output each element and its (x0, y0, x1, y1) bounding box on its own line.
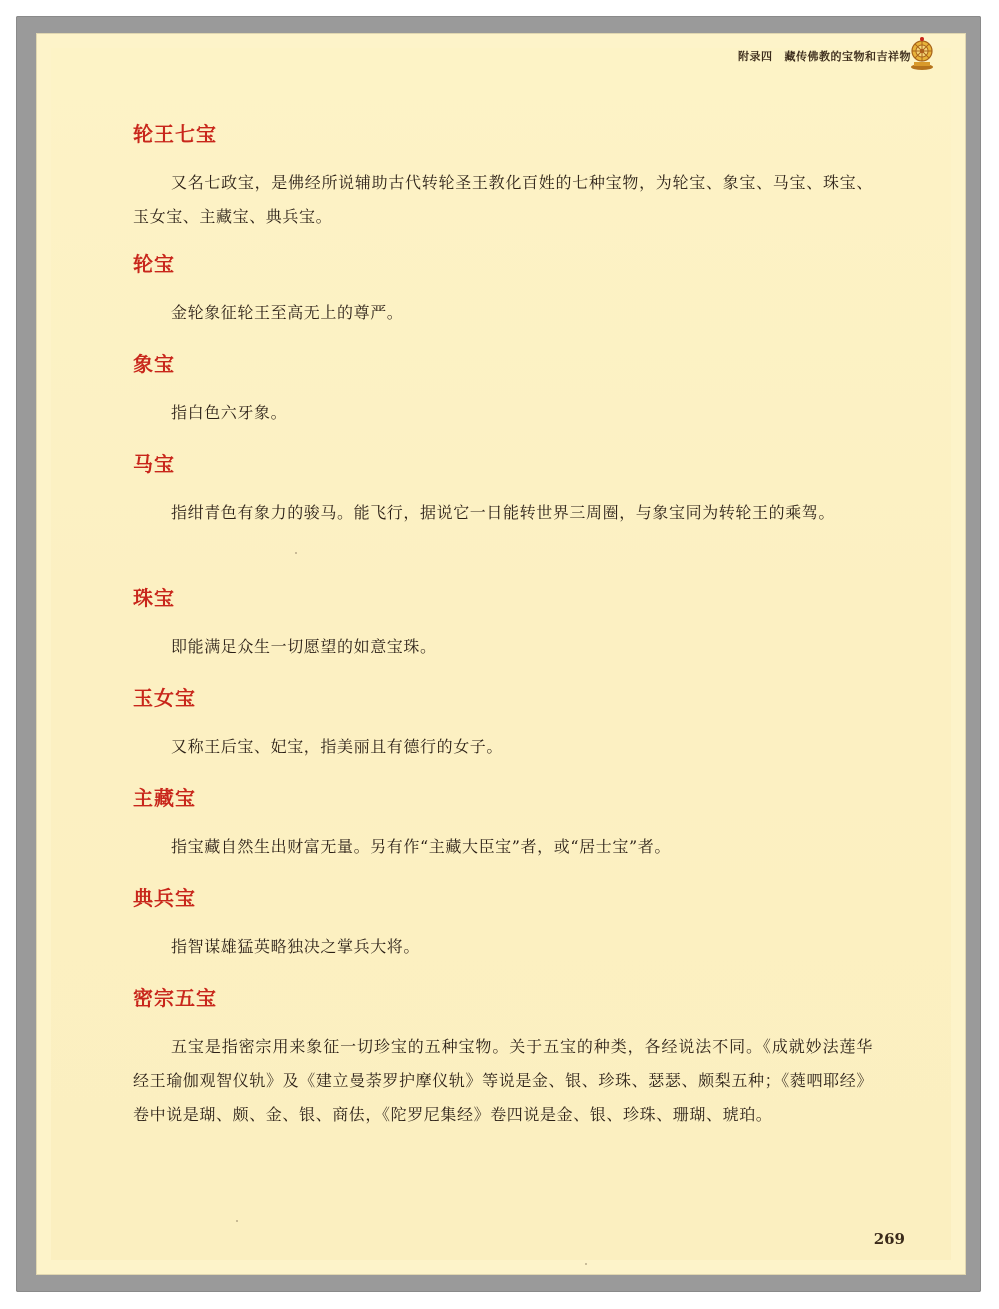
section-heading: 密宗五宝 (133, 986, 217, 1010)
section-body: 五宝是指密宗用来象征一切珍宝的五种宝物。关于五宝的种类，各经说法不同。《成就妙法莲华经王瑜伽观智仪轨》及《建立曼荼罗护摩仪轨》等说是金、银、珍珠、瑟瑟、颇梨五种；《蕤呬耶经》卷中说是瑚、颇、金、银、商佉，《陀罗尼集经》卷四说是金、银、珍珠、珊瑚、琥珀。 (133, 1037, 873, 1124)
section-yunvbao (133, 684, 873, 784)
paper-speck (295, 552, 297, 554)
section-lunbao (133, 250, 873, 350)
section-body: 指绀青色有象力的骏马。能飞行，据说它一日能转世界三周圈，与象宝同为转轮王的乘驾。 (171, 503, 836, 522)
dharma-wheel-icon (909, 36, 935, 70)
section-heading: 轮宝 (133, 252, 175, 276)
section-zhucangbao (133, 784, 873, 884)
section-mabao (133, 450, 873, 584)
section-heading: 轮王七宝 (133, 122, 217, 146)
running-head-title: 藏传佛教的宝物和吉祥物 (784, 50, 911, 63)
section-mizong-wubao (133, 984, 873, 1132)
section-body: 又称王后宝、妃宝，指美丽且有德行的女子。 (171, 737, 504, 756)
running-head-chapter: 附录四 (738, 50, 773, 63)
section-body: 指宝藏自然生出财富无量。另有作“主藏大臣宝”者，或“居士宝”者。 (171, 837, 671, 856)
section-heading: 马宝 (133, 452, 175, 476)
running-head (738, 48, 911, 64)
section-heading: 主藏宝 (133, 786, 196, 810)
page-number: 269 (873, 1230, 905, 1248)
section-body: 指白色六牙象。 (171, 403, 288, 422)
paper-speck (585, 1263, 587, 1265)
section-heading: 珠宝 (133, 586, 175, 610)
section-heading: 玉女宝 (133, 686, 196, 710)
section-body: 即能满足众生一切愿望的如意宝珠。 (171, 637, 437, 656)
section-body: 指智谋雄猛英略独决之掌兵大将。 (171, 937, 421, 956)
section-body: 金轮象征轮王至高无上的尊严。 (171, 303, 404, 322)
section-dianbingbao (133, 884, 873, 984)
section-lunwang-qibao (133, 120, 873, 250)
section-heading: 典兵宝 (133, 886, 196, 910)
section-xiangbao (133, 350, 873, 450)
page-content (133, 120, 873, 1132)
section-zhubao (133, 584, 873, 684)
section-heading: 象宝 (133, 352, 175, 376)
paper-speck (236, 1220, 238, 1222)
section-body: 又名七政宝，是佛经所说辅助古代转轮圣王教化百姓的七种宝物，为轮宝、象宝、马宝、珠宝、玉女宝、主藏宝、典兵宝。 (133, 173, 873, 226)
